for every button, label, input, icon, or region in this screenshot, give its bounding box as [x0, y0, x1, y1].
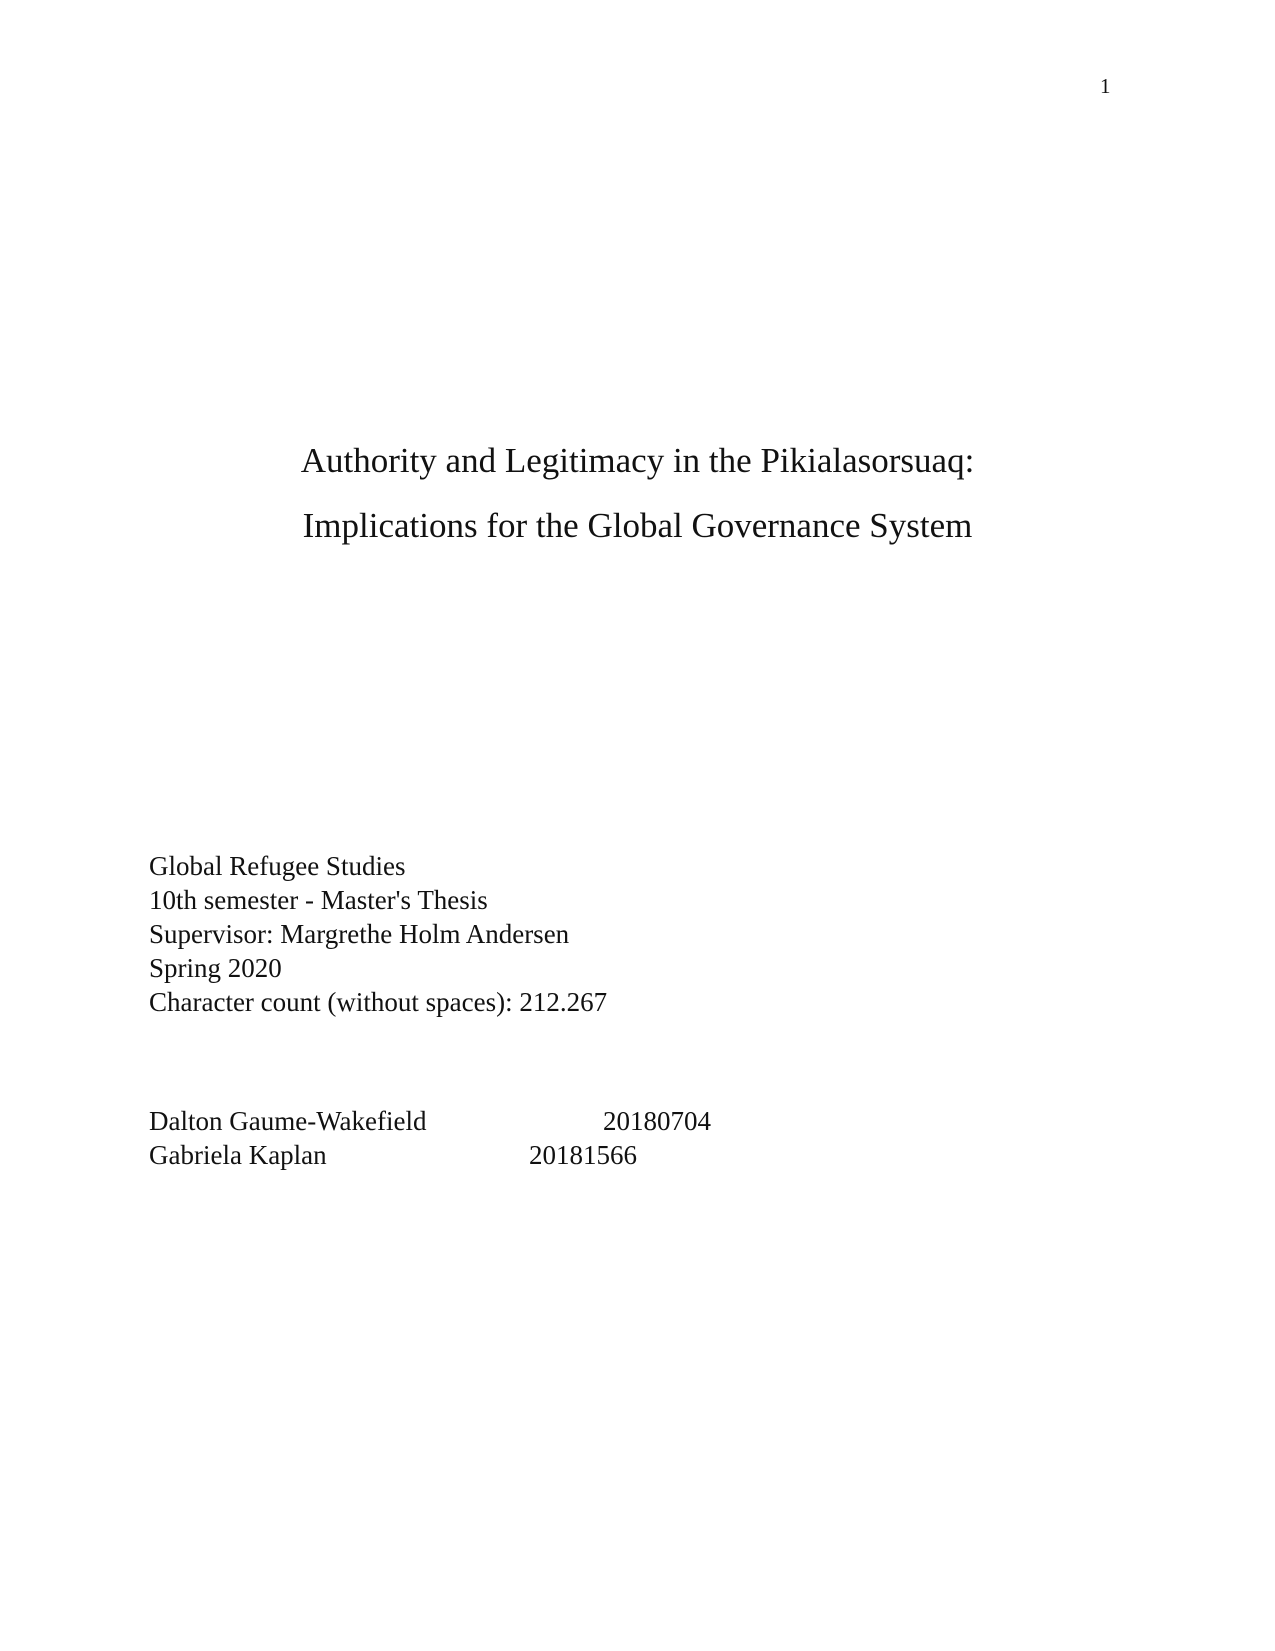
semester-label: 10th semester - Master's Thesis	[149, 885, 488, 915]
character-count: Character count (without spaces): 212.267	[149, 987, 608, 1017]
author-name: Gabriela Kaplan	[149, 1140, 327, 1170]
supervisor-label: Supervisor: Margrethe Holm Andersen	[149, 919, 570, 949]
authors-list	[149, 1104, 849, 1174]
title-line-2: Implications for the Global Governance System	[302, 506, 973, 545]
author-row	[149, 1104, 849, 1138]
student-id: 20180704	[603, 1106, 711, 1136]
program-name: Global Refugee Studies	[149, 851, 406, 881]
term-label: Spring 2020	[149, 953, 282, 983]
page-number: 1	[1100, 74, 1111, 98]
author-row	[149, 1138, 849, 1172]
title-line-1: Authority and Legitimacy in the Pikialasorsuaq:	[300, 441, 975, 480]
author-name: Dalton Gaume-Wakefield	[149, 1106, 427, 1136]
student-id: 20181566	[529, 1140, 637, 1170]
thesis-info	[149, 849, 607, 1019]
